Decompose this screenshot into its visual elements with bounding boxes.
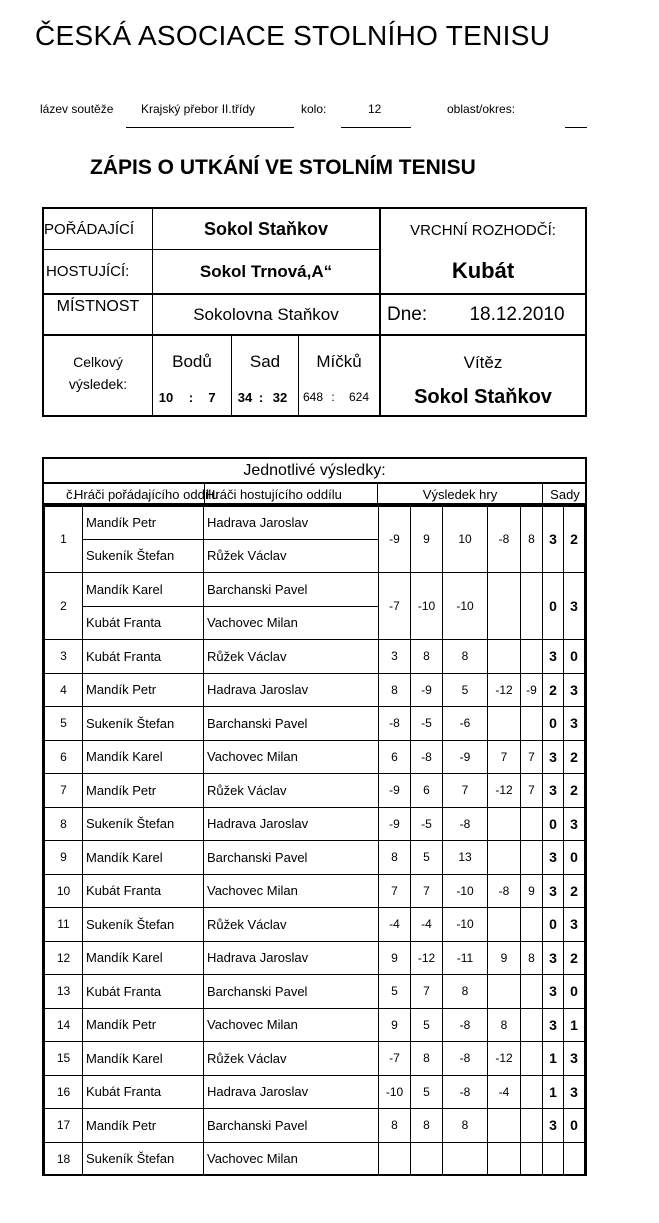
table-row <box>45 673 585 707</box>
away-player: Vachovec Milan <box>204 1142 379 1176</box>
game-score: 6 <box>411 774 443 808</box>
match-number: 11 <box>45 908 83 942</box>
game-score: 6 <box>379 740 411 774</box>
host-label: POŘÁDAJÍCÍ <box>44 220 135 238</box>
sets-away: 0 <box>564 640 585 674</box>
table-row <box>45 1008 585 1042</box>
organization-title: ČESKÁ ASOCIACE STOLNÍHO TENISU <box>35 20 551 51</box>
game-score: -4 <box>411 908 443 942</box>
round-underline <box>341 127 411 128</box>
game-score: 8 <box>443 640 488 674</box>
table-row <box>45 1142 585 1176</box>
table-row <box>45 506 585 540</box>
game-score <box>379 1142 411 1176</box>
home-player: Mandík Karel <box>83 841 204 875</box>
points-colon: : <box>188 389 194 405</box>
col-home-players: Hráči pořádajícího oddílu <box>74 486 219 502</box>
overall-label-2: výsledek: <box>68 376 128 392</box>
game-score: -12 <box>488 673 521 707</box>
points-label: Bodů <box>172 352 212 371</box>
game-score: 8 <box>379 673 411 707</box>
game-score: -10 <box>379 1075 411 1109</box>
match-number: 14 <box>45 1008 83 1042</box>
match-number: 16 <box>45 1075 83 1109</box>
game-score: 8 <box>379 1109 411 1143</box>
region-underline <box>565 127 587 128</box>
game-score <box>488 707 521 741</box>
home-player: Sukeník Štefan <box>83 807 204 841</box>
table-row <box>45 774 585 808</box>
game-score: 8 <box>521 941 543 975</box>
game-score: 9 <box>488 941 521 975</box>
game-score <box>521 1008 543 1042</box>
game-score: -6 <box>443 707 488 741</box>
sets-away: 2 <box>564 874 585 908</box>
away-player: Růžek Václav <box>204 774 379 808</box>
away-player: Hadrava Jaroslav <box>204 1075 379 1109</box>
col-away-players: Hráči hostujícího oddílu <box>206 486 342 502</box>
guest-label: HOSTUJÍCÍ: <box>46 263 130 280</box>
game-score: -9 <box>379 807 411 841</box>
game-score: -5 <box>411 807 443 841</box>
game-score: 9 <box>411 506 443 573</box>
home-player: Mandík Karel <box>83 1042 204 1076</box>
col-sets: Sady <box>550 486 580 502</box>
table-row <box>45 908 585 942</box>
home-player: Kubát Franta <box>83 975 204 1009</box>
game-score <box>411 1142 443 1176</box>
game-score: -8 <box>411 740 443 774</box>
game-score: 5 <box>379 975 411 1009</box>
game-score <box>521 908 543 942</box>
sets-away: 3 <box>564 673 585 707</box>
sets-away: 1 <box>564 1008 585 1042</box>
game-score <box>488 573 521 640</box>
game-score: -8 <box>443 1008 488 1042</box>
sets-home: 3 <box>543 740 564 774</box>
game-score <box>521 807 543 841</box>
match-number: 1 <box>45 506 83 573</box>
home-player: Kubát Franta <box>83 640 204 674</box>
table-row <box>45 1109 585 1143</box>
results-table <box>44 505 585 1176</box>
points-home: 10 <box>158 389 174 405</box>
away-player: Barchanski Pavel <box>204 573 379 607</box>
home-player: Mandík Petr <box>83 1008 204 1042</box>
game-score <box>488 975 521 1009</box>
sets-home: 3 <box>543 1109 564 1143</box>
sets-away: 3 <box>564 573 585 640</box>
away-player: Barchanski Pavel <box>204 707 379 741</box>
sets-home: 0 <box>543 908 564 942</box>
match-number: 4 <box>45 673 83 707</box>
table-row <box>45 640 585 674</box>
match-number: 6 <box>45 740 83 774</box>
away-player: Hadrava Jaroslav <box>204 506 379 540</box>
away-player: Barchanski Pavel <box>204 841 379 875</box>
home-player: Mandík Karel <box>83 740 204 774</box>
sets-away: 3 <box>564 1042 585 1076</box>
winner-value: Sokol Staňkov <box>414 385 552 408</box>
table-row <box>45 941 585 975</box>
away-player: Vachovec Milan <box>204 1008 379 1042</box>
home-player: Sukeník Štefan <box>83 1142 204 1176</box>
game-score: 9 <box>521 874 543 908</box>
game-score: 5 <box>411 1008 443 1042</box>
match-number: 9 <box>45 841 83 875</box>
match-number: 5 <box>45 707 83 741</box>
competition-value: Krajský přebor II.třídy <box>141 102 256 116</box>
game-score: -8 <box>379 707 411 741</box>
sets-away: 2 <box>564 774 585 808</box>
match-number: 13 <box>45 975 83 1009</box>
game-score <box>488 1142 521 1176</box>
home-player: Mandík Karel <box>83 941 204 975</box>
home-player: Sukeník Štefan <box>83 539 204 573</box>
game-score: 8 <box>521 506 543 573</box>
home-player: Mandík Petr <box>83 506 204 540</box>
away-player: Barchanski Pavel <box>204 1109 379 1143</box>
game-score: 13 <box>443 841 488 875</box>
game-score: 7 <box>521 740 543 774</box>
sets-away: 3 <box>564 908 585 942</box>
away-player: Hadrava Jaroslav <box>204 807 379 841</box>
sets-home: 0 <box>543 573 564 640</box>
match-number: 2 <box>45 573 83 640</box>
match-number: 18 <box>45 1142 83 1176</box>
game-score: 8 <box>411 640 443 674</box>
game-score: -12 <box>411 941 443 975</box>
col-game-score: Výsledek hry <box>422 486 498 502</box>
table-row <box>45 975 585 1009</box>
sets-home: 2 <box>543 673 564 707</box>
sets-away: 0 <box>564 841 585 875</box>
host-value: Sokol Staňkov <box>203 218 329 239</box>
match-number: 10 <box>45 874 83 908</box>
home-player: Sukeník Štefan <box>83 908 204 942</box>
table-row <box>45 740 585 774</box>
game-score: -10 <box>443 908 488 942</box>
game-score <box>521 640 543 674</box>
away-player: Růžek Václav <box>204 640 379 674</box>
sets-home: 1 <box>543 1042 564 1076</box>
sets-away: 2 <box>564 740 585 774</box>
home-player: Mandík Petr <box>83 673 204 707</box>
guest-value: Sokol Trnová,A“ <box>199 261 333 281</box>
winner-label: Vítěz <box>463 353 503 372</box>
game-score: 7 <box>379 874 411 908</box>
game-score: -11 <box>443 941 488 975</box>
game-score: 8 <box>411 1042 443 1076</box>
game-score: -8 <box>443 1042 488 1076</box>
away-player: Vachovec Milan <box>204 874 379 908</box>
sets-home: 34 <box>237 389 253 405</box>
table-row <box>45 573 585 607</box>
referee-value: Kubát <box>451 258 515 283</box>
game-score: -7 <box>379 1042 411 1076</box>
sets-away: 32 <box>272 389 288 405</box>
game-score: -8 <box>488 506 521 573</box>
sets-away: 3 <box>564 807 585 841</box>
table-row <box>45 874 585 908</box>
game-score: -8 <box>488 874 521 908</box>
game-score <box>521 1142 543 1176</box>
venue-value: Sokolovna Staňkov <box>193 305 339 324</box>
results-header <box>42 457 587 505</box>
form-title: ZÁPIS O UTKÁNÍ VE STOLNÍM TENISU <box>90 156 476 179</box>
game-score: 8 <box>443 1109 488 1143</box>
game-score <box>521 707 543 741</box>
game-score <box>521 975 543 1009</box>
match-number: 15 <box>45 1042 83 1076</box>
game-score <box>521 1042 543 1076</box>
game-score <box>488 807 521 841</box>
game-score <box>488 1109 521 1143</box>
date-label: Dne: <box>387 304 428 325</box>
game-score: 7 <box>488 740 521 774</box>
game-score: -9 <box>379 506 411 573</box>
sets-home: 3 <box>543 1008 564 1042</box>
game-score: -5 <box>411 707 443 741</box>
sets-away <box>564 1142 585 1176</box>
sets-home: 1 <box>543 1075 564 1109</box>
away-player: Hadrava Jaroslav <box>204 941 379 975</box>
away-player: Růžek Václav <box>204 908 379 942</box>
sets-home: 3 <box>543 640 564 674</box>
away-player: Barchanski Pavel <box>204 975 379 1009</box>
home-player: Mandík Petr <box>83 774 204 808</box>
match-header-box <box>42 207 587 417</box>
home-player: Sukeník Štefan <box>83 707 204 741</box>
game-score: 9 <box>379 1008 411 1042</box>
game-score: -10 <box>443 874 488 908</box>
sets-home: 3 <box>543 506 564 573</box>
game-score: 7 <box>411 975 443 1009</box>
game-score: -8 <box>443 1075 488 1109</box>
game-score: 7 <box>443 774 488 808</box>
game-score: 8 <box>443 975 488 1009</box>
game-score <box>488 908 521 942</box>
sets-away: 3 <box>564 1075 585 1109</box>
game-score: -9 <box>379 774 411 808</box>
game-score: 7 <box>411 874 443 908</box>
sets-home: 3 <box>543 874 564 908</box>
balls-away: 624 <box>348 390 370 404</box>
game-score: 7 <box>521 774 543 808</box>
away-player: Hadrava Jaroslav <box>204 673 379 707</box>
sets-away: 2 <box>564 506 585 573</box>
overall-label-1: Celkový <box>73 354 123 370</box>
results-title: Jednotlivé výsledky: <box>243 462 386 479</box>
sets-away: 2 <box>564 941 585 975</box>
game-score: -9 <box>411 673 443 707</box>
game-score: -7 <box>379 573 411 640</box>
game-score <box>488 640 521 674</box>
sets-colon: : <box>258 389 264 405</box>
sets-away: 0 <box>564 1109 585 1143</box>
game-score: 8 <box>379 841 411 875</box>
game-score: -12 <box>488 774 521 808</box>
game-score <box>521 1075 543 1109</box>
game-score: 9 <box>379 941 411 975</box>
date-value: 18.12.2010 <box>469 304 565 325</box>
sets-home: 0 <box>543 707 564 741</box>
round-label: kolo: <box>301 102 327 116</box>
balls-colon: : <box>331 390 335 404</box>
sets-home: 3 <box>543 941 564 975</box>
away-player: Růžek Václav <box>204 539 379 573</box>
sets-home: 3 <box>543 774 564 808</box>
home-player: Mandík Karel <box>83 573 204 607</box>
table-row <box>45 807 585 841</box>
table-row <box>45 1042 585 1076</box>
home-player: Kubát Franta <box>83 1075 204 1109</box>
home-player: Kubát Franta <box>83 874 204 908</box>
game-score: 5 <box>411 841 443 875</box>
competition-underline <box>126 127 294 128</box>
game-score: 8 <box>488 1008 521 1042</box>
round-value: 12 <box>368 102 382 116</box>
game-score <box>488 841 521 875</box>
balls-label: Míčků <box>316 352 362 371</box>
game-score: -4 <box>488 1075 521 1109</box>
game-score: 5 <box>443 673 488 707</box>
points-away: 7 <box>208 389 216 405</box>
sets-home <box>543 1142 564 1176</box>
col-no: č. <box>65 486 77 502</box>
game-score <box>521 841 543 875</box>
game-score: -8 <box>443 807 488 841</box>
game-score: -9 <box>521 673 543 707</box>
sets-home: 0 <box>543 807 564 841</box>
away-player: Vachovec Milan <box>204 740 379 774</box>
sets-away: 3 <box>564 707 585 741</box>
match-number: 3 <box>45 640 83 674</box>
away-player: Vachovec Milan <box>204 606 379 640</box>
game-score: 5 <box>411 1075 443 1109</box>
game-score: -12 <box>488 1042 521 1076</box>
competition-label: lázev soutěže <box>40 102 114 116</box>
table-row <box>45 1075 585 1109</box>
game-score: 8 <box>411 1109 443 1143</box>
venue-label: MÍSTNOST <box>56 298 140 315</box>
sets-home: 3 <box>543 975 564 1009</box>
game-score: -4 <box>379 908 411 942</box>
sets-home: 3 <box>543 841 564 875</box>
home-player: Mandík Petr <box>83 1109 204 1143</box>
game-score <box>521 1109 543 1143</box>
away-player: Růžek Václav <box>204 1042 379 1076</box>
balls-home: 648 <box>302 390 324 404</box>
game-score <box>443 1142 488 1176</box>
referee-label: VRCHNÍ ROZHODČÍ: <box>410 221 556 239</box>
home-player: Kubát Franta <box>83 606 204 640</box>
game-score: -10 <box>443 573 488 640</box>
match-number: 12 <box>45 941 83 975</box>
region-label: oblast/okres: <box>447 102 516 116</box>
match-number: 17 <box>45 1109 83 1143</box>
game-score: -9 <box>443 740 488 774</box>
game-score <box>521 573 543 640</box>
table-row <box>45 707 585 741</box>
game-score: -10 <box>411 573 443 640</box>
sets-label: Sad <box>249 352 281 371</box>
table-row <box>45 841 585 875</box>
sets-away: 0 <box>564 975 585 1009</box>
match-number: 7 <box>45 774 83 808</box>
game-score: 3 <box>379 640 411 674</box>
game-score: 10 <box>443 506 488 573</box>
match-number: 8 <box>45 807 83 841</box>
